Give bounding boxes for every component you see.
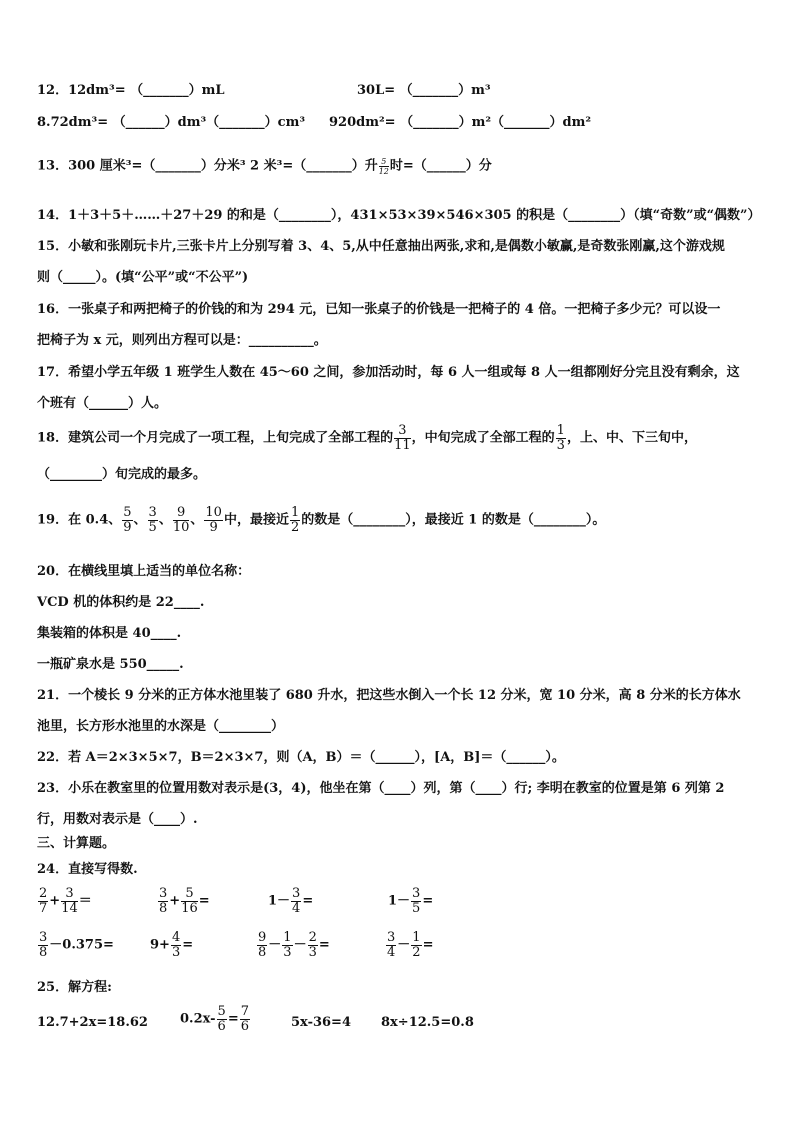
num: 3 (159, 886, 168, 901)
q23-line1: 23．小乐在教室里的位置用数对表示是(3，4)，他坐在第（____）列，第（____）行; 李明在教室的位置是第 6 列第 2 (37, 781, 725, 796)
den: 7 (39, 901, 48, 916)
pre: 1－ (268, 893, 291, 909)
section-3-heading: 三、计算题。 (37, 836, 116, 851)
q16-line2: 把椅子为 x 元，则列出方程可以是：__________。 (37, 333, 327, 348)
q17-line2: 个班有（______）人。 (37, 396, 168, 411)
q15-line2: 则（_____）。(填“公平”或“不公平”) (37, 270, 249, 285)
num: 5 (217, 1004, 226, 1019)
q18-post: ，上、中、下三旬中， (566, 430, 697, 446)
q20-b: 集装箱的体积是 40____. (37, 626, 182, 641)
q18-f2-num: 1 (556, 423, 565, 438)
q19-fraction-4 (204, 506, 223, 535)
q17-line1: 17．希望小学五年级 1 班学生人数在 45～60 之间，参加活动时，每 6 人一组或每 8 人一组都刚好分完且没有剩余，这 (37, 365, 740, 380)
op: － (268, 937, 282, 953)
q24-r2c4 (385, 931, 433, 960)
num: 2 (308, 930, 317, 945)
frac (171, 931, 181, 960)
q12-a: 12．12dm³= （_______）mL (37, 83, 225, 98)
frac (240, 1005, 250, 1034)
eq: = (182, 937, 194, 953)
eq: = (422, 893, 434, 909)
q24-r2c3 (256, 931, 330, 960)
post: －0.375= (49, 937, 114, 953)
q18-f1-den: 11 (394, 438, 411, 453)
q14-line: 14．1＋3＋5＋……＋27＋29 的和是（________），431×53×39×546×305 的积是（________）（填“奇数”或“偶数”） (37, 208, 761, 223)
q19-f2-num: 3 (148, 505, 157, 520)
num: 1 (412, 930, 421, 945)
q24-r2c2 (150, 931, 193, 960)
den: 8 (39, 945, 48, 960)
q23-line2: 行，用数对表示是（____）. (37, 812, 198, 827)
q19-mid: 中，最接近 (223, 512, 289, 528)
q18-line1 (37, 424, 697, 453)
eq: = (422, 937, 434, 953)
q24-r2c1 (37, 931, 114, 960)
q20-c: 一瓶矿泉水是 550_____. (37, 657, 184, 672)
op: + (49, 893, 61, 909)
eq: = (198, 893, 210, 909)
q12-b: 30L= （_______）m³ (357, 83, 491, 98)
den: 8 (258, 945, 267, 960)
den: 16 (181, 901, 198, 916)
pre: 9+ (150, 937, 170, 953)
den: 3 (171, 945, 181, 960)
q19-fraction-1 (122, 506, 132, 535)
eq: ＝ (78, 893, 92, 909)
eq: = (318, 937, 330, 953)
den: 2 (412, 945, 421, 960)
q13-fraction (379, 157, 389, 176)
q19-fraction-3 (173, 506, 190, 535)
q25-eq4: 8x÷12.5=0.8 (381, 1015, 474, 1030)
q13-frac-den: 12 (378, 167, 389, 176)
den: 3 (308, 945, 317, 960)
q13-frac-num: 5 (379, 157, 389, 167)
num: 7 (240, 1004, 250, 1019)
frac (291, 887, 301, 916)
eq: = (227, 1011, 239, 1027)
q13-pre: 13．300 厘米³=（_______）分米³ 2 米³=（_______）升 (37, 158, 378, 174)
q18-fraction-1 (394, 424, 411, 453)
eq: = (302, 893, 314, 909)
q19-f5-num: 1 (290, 505, 300, 520)
q24-r1c3 (268, 887, 313, 916)
den: 8 (159, 901, 168, 916)
q24-r1c2 (157, 887, 210, 916)
num: 9 (258, 930, 267, 945)
q19-f3-den: 10 (172, 520, 190, 535)
num: 2 (39, 886, 48, 901)
frac (217, 1005, 227, 1034)
num: 1 (283, 930, 292, 945)
frac (411, 887, 421, 916)
op: － (293, 937, 307, 953)
frac (38, 887, 48, 916)
q24-title: 24．直接写得数. (37, 862, 138, 877)
frac (282, 931, 292, 960)
q25-title: 25．解方程: (37, 980, 112, 995)
den: 4 (292, 901, 301, 916)
q19-f1-den: 9 (123, 520, 132, 535)
frac (411, 931, 421, 960)
q18-f2-den: 3 (556, 438, 565, 453)
q22-line: 22．若 A＝2×3×5×7，B＝2×3×7，则（A，B）＝（______），[A，B]＝（______）。 (37, 750, 565, 765)
num: 3 (39, 930, 48, 945)
frac (181, 887, 198, 916)
q25-eq1: 12.7+2x=18.62 (37, 1015, 148, 1030)
q19-sep3: 、 (190, 512, 204, 528)
q25-eq2 (180, 1005, 251, 1034)
den: 4 (387, 945, 396, 960)
q19-sep2: 、 (158, 512, 172, 528)
q18-pre: 18．建筑公司一个月完成了一项工程，上旬完成了全部工程的 (37, 430, 394, 446)
num: 3 (292, 886, 301, 901)
q21-line2: 池里，长方形水池里的水深是（________） (37, 719, 285, 734)
frac (386, 931, 396, 960)
q19-f2-den: 5 (148, 520, 157, 535)
q16-line1: 16．一张桌子和两把椅子的价钱的和为 294 元，已知一张桌子的价钱是一把椅子的 4 倍。一把椅子多少元？可以设一 (37, 302, 721, 317)
num: 5 (181, 887, 198, 902)
q18-line2: （________）旬完成的最多。 (37, 467, 207, 482)
num: 4 (171, 930, 181, 945)
num: 3 (412, 886, 421, 901)
frac (257, 931, 267, 960)
q18-fraction-2 (556, 424, 566, 453)
q25-eq3: 5x-36=4 (291, 1015, 351, 1030)
q19-line (37, 506, 605, 535)
pre: 1－ (388, 893, 411, 909)
q15-line1: 15．小敏和张刚玩卡片,三张卡片上分别写着 3、4、5,从中任意抽出两张,求和,是偶数小敏赢,是奇数张刚赢,这个游戏规 (37, 239, 725, 254)
q19-post: 的数是（________），最接近 1 的数是（________）。 (301, 512, 606, 528)
den: 3 (283, 945, 292, 960)
q24-r1c1 (37, 887, 92, 916)
q20-title: 20．在横线里填上适当的单位名称： (37, 564, 251, 579)
q13-post: 时=（______）分 (389, 158, 492, 174)
q20-a: VCD 机的体积约是 22____. (37, 595, 205, 610)
frac (61, 887, 78, 916)
q19-pre: 19．在 0.4、 (37, 512, 122, 528)
op: + (169, 893, 181, 909)
num: 3 (387, 930, 396, 945)
q19-sep1: 、 (133, 512, 147, 528)
q18-mid: ，中旬完成了全部工程的 (411, 430, 555, 446)
frac (158, 887, 168, 916)
q21-line1: 21．一个棱长 9 分米的正方体水池里装了 680 升水，把这些水倒入一个长 12 分米，宽 10 分米，高 8 分米的长方体水 (37, 688, 741, 703)
frac (308, 931, 318, 960)
q19-f5-den: 2 (290, 520, 300, 535)
q13-line (37, 157, 492, 176)
frac (38, 931, 48, 960)
den: 5 (412, 901, 421, 916)
op: － (397, 937, 411, 953)
den: 6 (217, 1019, 226, 1034)
q12-d: 920dm²= （_______）m²（_______）dm² (329, 115, 592, 130)
pre: 0.2x- (180, 1011, 216, 1027)
den: 14 (61, 901, 78, 916)
q19-f4-num: 10 (205, 505, 222, 520)
num: 3 (61, 887, 78, 902)
q24-r1c4 (388, 887, 433, 916)
q19-f1-num: 5 (123, 505, 132, 520)
den: 6 (240, 1019, 250, 1034)
q12-c: 8.72dm³= （______）dm³（_______）cm³ (37, 115, 306, 130)
q19-f3-num: 9 (173, 506, 190, 521)
q19-fraction-5 (290, 506, 300, 535)
q19-fraction-2 (148, 506, 158, 535)
q18-f1-num: 3 (394, 424, 411, 439)
q19-f4-den: 9 (209, 520, 218, 535)
